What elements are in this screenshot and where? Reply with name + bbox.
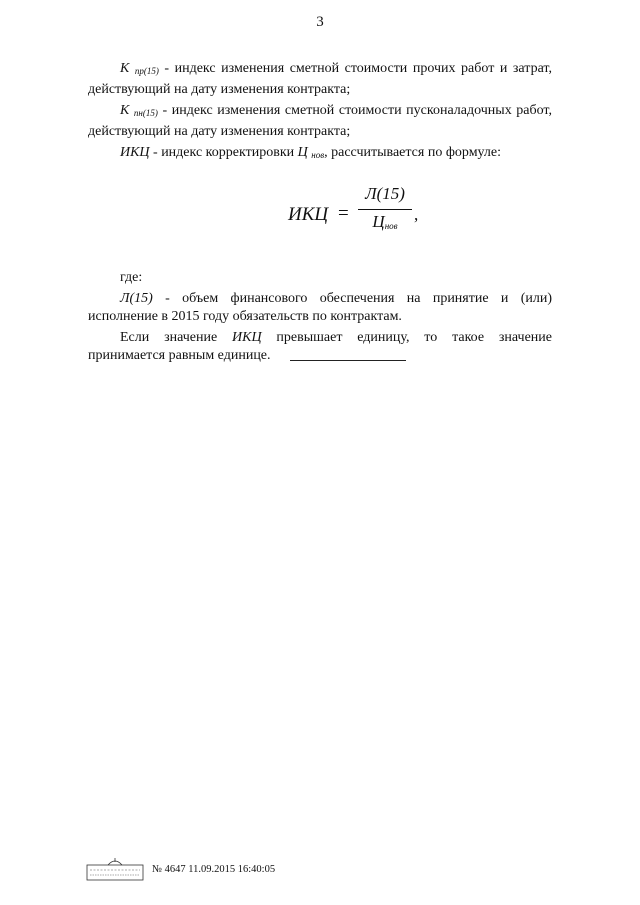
denominator-subscript: нов [384, 220, 398, 231]
paragraph-text: превышает единицу, то такое значение принимается равным единице. [88, 330, 553, 363]
subscript-pr15: пр(15) [134, 66, 159, 76]
government-stamp-icon [86, 857, 144, 881]
paragraph-where: где: [120, 269, 143, 285]
formula-denominator [358, 213, 412, 236]
fraction-bar [358, 209, 412, 210]
symbol-ikc: ИКЦ [120, 145, 150, 160]
formula-equals: = [338, 202, 349, 224]
paragraph-l15 [88, 290, 552, 325]
document-footer [86, 856, 275, 882]
formula-fraction [358, 185, 412, 236]
symbol-l15: Л(15) [120, 291, 153, 306]
symbol-c: Ц [297, 145, 308, 160]
document-body [88, 60, 552, 368]
paragraph-text: - индекс изменения сметной стоимости прочих работ и затрат, действующий на дату изменения контракта; [88, 61, 552, 97]
paragraph-text: Если значение [120, 330, 233, 345]
symbol-ikc: ИКЦ [232, 330, 262, 345]
symbol-k: К [120, 61, 130, 76]
paragraph-kpr [88, 60, 552, 98]
paragraph-text: - индекс корректировки [149, 145, 298, 160]
formula-lhs: ИКЦ [288, 203, 329, 225]
formula-numerator: Л(15) [365, 183, 405, 203]
paragraph-ikc-limit [88, 329, 552, 364]
paragraph-text: , рассчитывается по формуле: [324, 145, 502, 160]
paragraph-ikc [88, 144, 552, 165]
symbol-k: К [120, 103, 130, 118]
formula-comma: , [414, 204, 419, 224]
paragraph-text: - индекс изменения сметной стоимости пусконаладочных работ, действующий на дату изменения контракта; [88, 103, 552, 139]
subscript-pn15: пн(15) [133, 108, 158, 118]
subscript-nov: нов [311, 150, 325, 160]
end-separator-line [290, 360, 406, 361]
paragraph-text: - объем финансового обеспечения на принятие и (или) исполнение в 2015 году обязательств по контрактам. [88, 291, 552, 324]
paragraph-kpn [88, 102, 552, 140]
document-registration-id: № 4647 11.09.2015 16:40:05 [152, 863, 276, 875]
page-number: 3 [316, 14, 324, 30]
formula [88, 179, 552, 253]
denominator-symbol: Ц [372, 211, 385, 231]
